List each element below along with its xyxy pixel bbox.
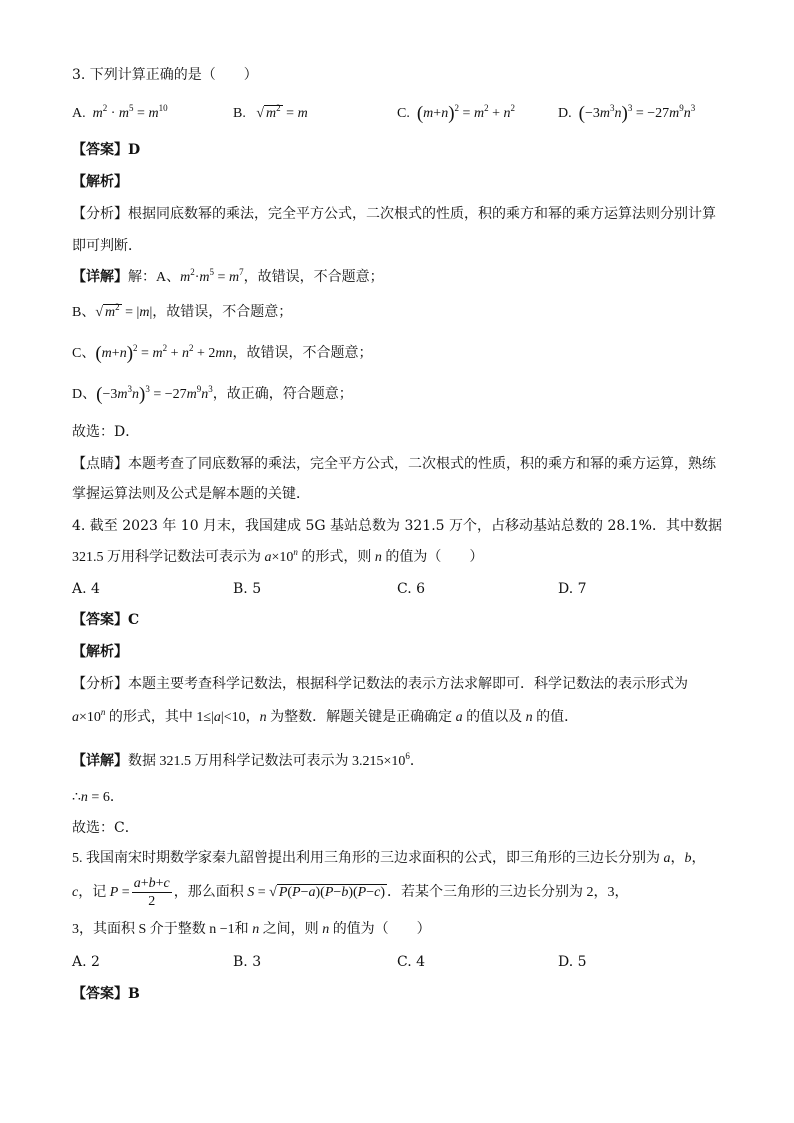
q4-fenxi-line2: $a\times 10^n$ 的形式，其中 1≤|a|<10，n 为整数．解题关键是正确确定 a 的值以及 n 的值．	[72, 707, 579, 725]
q3-option-b: B. √ $m^2 = m$	[233, 103, 308, 121]
q3-xiangjie-b: B、√ $m^2 = |m|$，故错误，不合题意；	[72, 302, 293, 320]
q3-answer: 【答案】D	[72, 142, 141, 158]
q4-choose: 故选：C．	[72, 820, 139, 836]
q3-xiangjie-c: C、$(m+n)^2 = m^2 + n^2 + 2mn$，故错误，不合题意；	[72, 343, 373, 364]
q3-fenxi-line2: 即可判断．	[72, 238, 142, 254]
q4-therefore: ∴n = 6．	[72, 790, 124, 805]
q4-stem-line2: 321.5 万用科学记数法可表示为 $a\times 10^n$ 的形式，则 n 的值为（ ）	[72, 547, 484, 565]
q5-answer: 【答案】B	[72, 986, 140, 1002]
q5-option-d: D. 5	[558, 954, 587, 970]
q5-stem-line3: 3，其面积 S 介于整数 n −1和 n 之间，则 n 的值为（ ）	[72, 922, 431, 937]
q3-choose: 故选：D．	[72, 424, 140, 440]
q3-analysis-tag: 【解析】	[72, 174, 128, 190]
q4-option-b: B. 5	[233, 581, 262, 597]
q3-stem: 3. 下列计算正确的是（ ）	[72, 67, 258, 83]
q3-option-d: D. $(-3m^3n)^3 = -27m^9n^3$	[558, 103, 696, 124]
q4-option-a: A. 4	[72, 581, 100, 597]
q3-xiangjie-a: 【详解】解：A、$m^2\cdot m^5 = m^7$，故错误，不合题意；	[72, 267, 384, 285]
q4-option-c: C. 6	[397, 581, 426, 597]
q5-stem-line1: 5. 我国南宋时期数学家秦九韶曾提出利用三角形的三边求面积的公式，即三角形的三边长分别为 a，b，	[72, 851, 706, 866]
q3-dianjing-line1: 【点睛】本题考查了同底数幂的乘法，完全平方公式，二次根式的性质，积的乘方和幂的乘方运算，熟练	[72, 456, 716, 472]
q3-xiangjie-d: D、$(-3m^3n)^3 = -27m^9n^3$，故正确，符合题意；	[72, 384, 353, 405]
q5-option-c: C. 4	[397, 954, 426, 970]
q5-option-a: A. 2	[72, 954, 100, 970]
q5-stem-line2: c，记 P = $\frac{a+b+c}{2}$ ，那么面积 S = √ P(P−a)(P−b)(P−c) ．若某个三角形的三边长分别为 2，3，	[72, 876, 629, 910]
q4-option-d: D. 7	[558, 581, 587, 597]
q3-dianjing-line2: 掌握运算法则及公式是解本题的关键．	[72, 486, 310, 502]
q4-xiangjie: 【详解】数据 321.5 万用科学记数法可表示为 $3.215\times 10^6$．	[72, 751, 424, 769]
q4-analysis-tag: 【解析】	[72, 644, 128, 660]
q5-option-b: B. 3	[233, 954, 262, 970]
q4-fenxi-line1: 【分析】本题主要考查科学记数法，根据科学记数法的表示方法求解即可．科学记数法的表示形式为	[72, 676, 688, 692]
q3-option-c: C. $(m+n)^2 = m^2 + n^2$	[397, 103, 515, 124]
q3-option-a: A. $m^2 \cdot m^5 = m^{10}$	[72, 103, 168, 121]
q4-stem-line1: 4. 截至 2023 年 10 月末，我国建成 5G 基站总数为 321.5 万个，占移动基站总数的 28.1%．其中数据	[72, 518, 722, 534]
q3-fenxi-line1: 【分析】根据同底数幂的乘法，完全平方公式，二次根式的性质，积的乘方和幂的乘方运算法则分别计算	[72, 206, 716, 222]
q4-answer: 【答案】C	[72, 612, 140, 628]
